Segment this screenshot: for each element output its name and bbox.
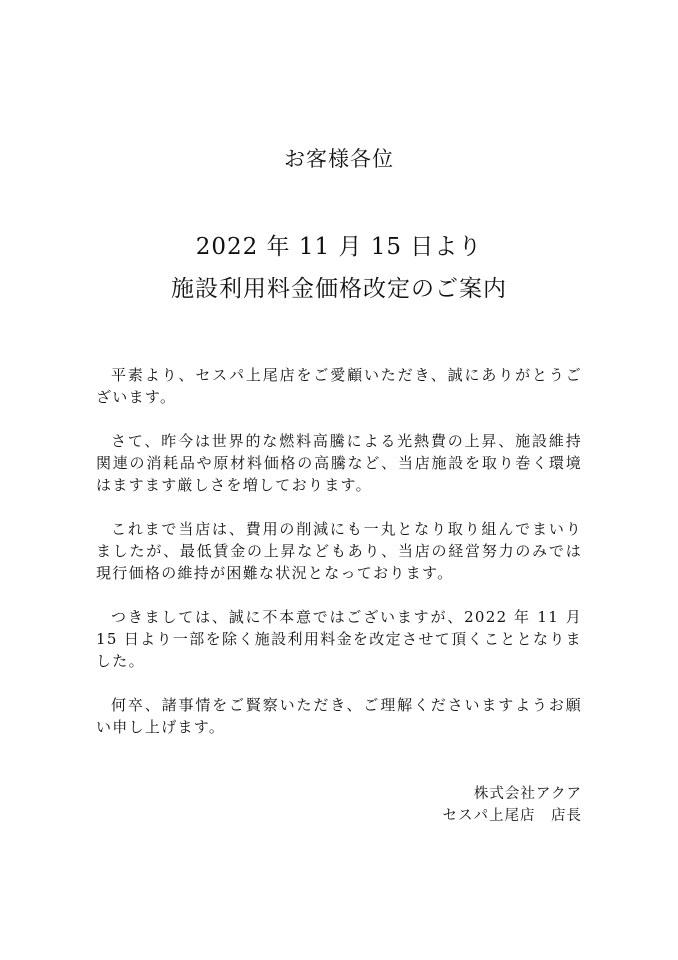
body-paragraph: つきましては、誠に不本意ではございますが、2022 年 11 月 15 日より一部を除く施設利用料金を改定させて頂くこととなりました。	[96, 608, 582, 670]
notice-body	[96, 364, 582, 760]
body-paragraph: 何卒、諸事情をご賢察いただき、ご理解くださいますようお願い申し上げます。	[96, 696, 582, 736]
signature-company: 株式会社アクア	[473, 786, 582, 802]
title-date-line: 2022 年 11 月 15 日より	[195, 234, 483, 260]
body-paragraph: これまで当店は、費用の削減にも一丸となり取り組んでまいりましたが、最低賃金の上昇などもあり、当店の経営努力のみでは現行価格の維持が困難な状況となっております。	[96, 520, 582, 582]
signature-block	[443, 783, 583, 827]
title-subject-line: 施設利用料金価格改定のご案内	[171, 276, 507, 302]
salutation: お客様各位	[284, 147, 394, 171]
body-paragraph: さて、昨今は世界的な燃料高騰による光熱費の上昇、施設維持関連の消耗品や原材料価格の高騰など、当店施設を取り巻く環境はますます厳しさを増しております。	[96, 432, 582, 494]
signature-store-manager: セスパ上尾店 店長	[442, 808, 582, 824]
body-paragraph: 平素より、セスパ上尾店をご愛顧いただき、誠にありがとうございます。	[96, 366, 582, 406]
